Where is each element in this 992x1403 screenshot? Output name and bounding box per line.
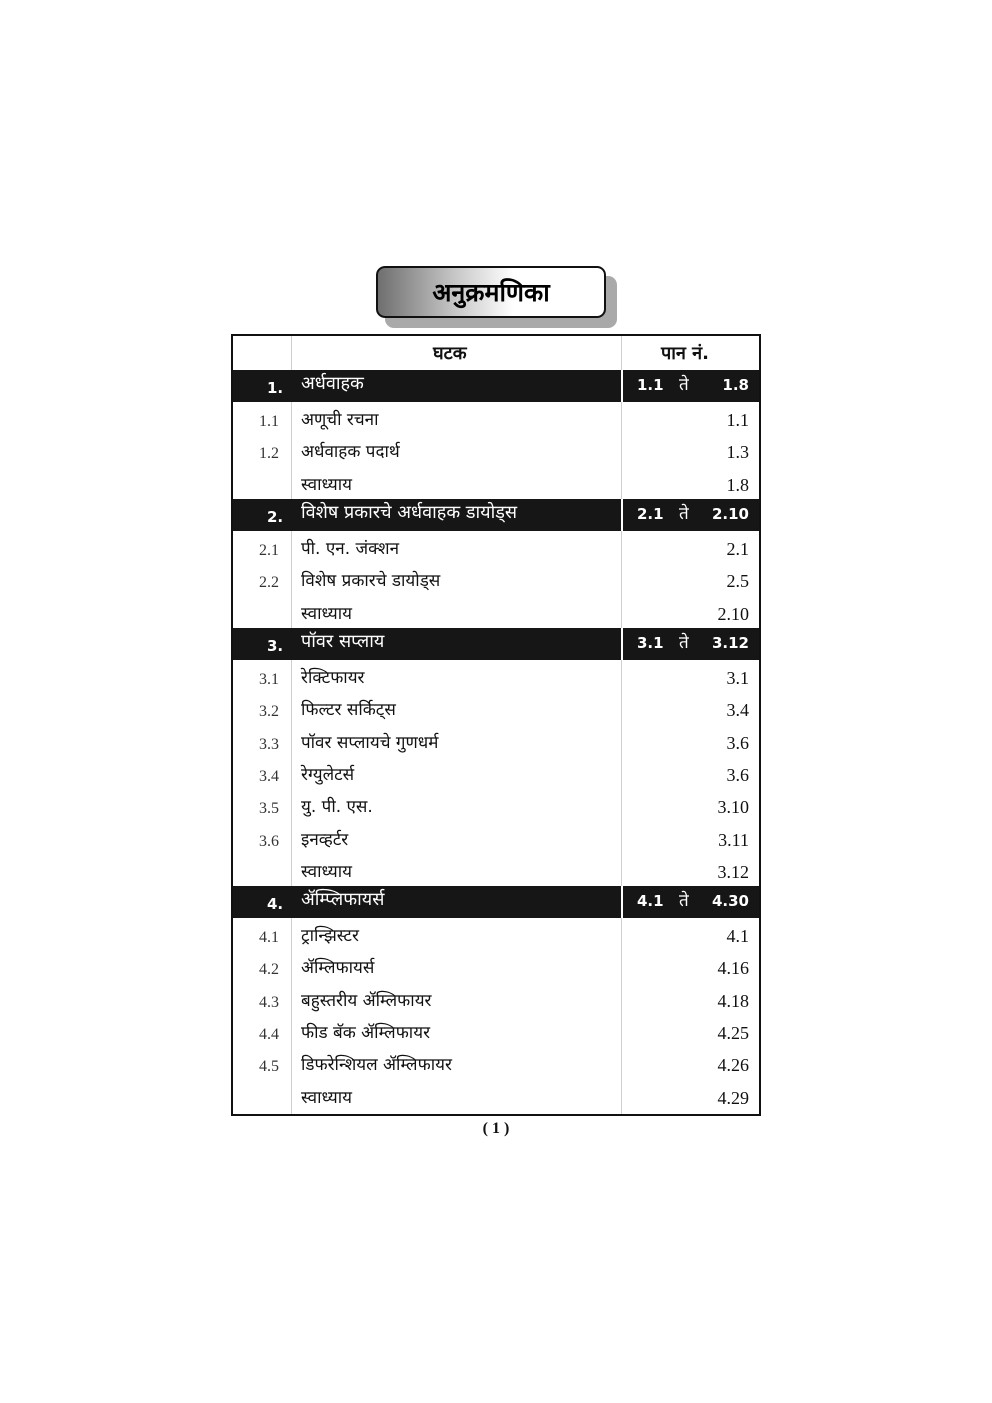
toc-entry[interactable] [233, 823, 759, 855]
entry-page: 4.18 [717, 990, 749, 1011]
toc-entry[interactable] [233, 693, 759, 725]
toc-entry[interactable] [233, 758, 759, 790]
page-number: ( 1 ) [482, 1120, 510, 1137]
entry-title: अर्धवाहक पदार्थ [301, 442, 400, 463]
entry-title: पॉवर सप्लायचे गुणधर्म [301, 732, 439, 753]
entry-number: 1.2 [259, 445, 279, 463]
toc-entry[interactable] [233, 790, 759, 822]
chapter-heading[interactable] [233, 628, 759, 660]
range-end: 3.12 [711, 634, 749, 652]
chapter-number: 1. [267, 379, 284, 397]
toc-table [231, 334, 761, 1116]
entry-number: 3.2 [259, 703, 279, 721]
entry-title: ट्रान्झिस्टर [301, 926, 359, 946]
entry-title: यु. पी. एस. [301, 797, 373, 818]
entry-title: इनव्हर्टर [301, 829, 349, 850]
header-unit: घटक [433, 343, 467, 364]
entry-number: 4.5 [259, 1058, 279, 1076]
entry-page: 3.4 [726, 700, 749, 721]
toc-entry[interactable] [233, 564, 759, 596]
entry-page: 4.16 [717, 958, 749, 979]
entry-title: अणूची रचना [301, 410, 379, 430]
entry-title: विशेष प्रकारचे डायोड्स [301, 571, 441, 592]
entry-page: 4.1 [726, 926, 749, 946]
toc-entry[interactable] [233, 468, 759, 500]
entry-page: 3.11 [718, 829, 749, 850]
entry-number: 2.2 [259, 574, 279, 592]
toc-entry[interactable] [233, 1048, 759, 1080]
chapter-heading[interactable] [233, 370, 759, 402]
chapter-page-range [621, 886, 759, 918]
entry-number: 3.6 [259, 832, 279, 850]
range-start: 2.1 [637, 505, 664, 523]
entry-page: 3.12 [717, 861, 749, 882]
chapter-title: ॲम्प्लिफायर्स [301, 889, 385, 910]
chapter-heading[interactable] [233, 886, 759, 918]
toc-entry[interactable] [233, 403, 759, 435]
entry-number: 2.1 [259, 542, 279, 559]
chapter-title: विशेष प्रकारचे अर्धवाहक डायोड्स [301, 502, 518, 523]
toc-entry[interactable] [233, 919, 759, 951]
entry-page: 3.10 [717, 797, 749, 818]
chapter-page-range [621, 499, 759, 531]
chapter-number: 4. [267, 895, 284, 913]
chapter-heading[interactable] [233, 499, 759, 531]
toc-entry[interactable] [233, 661, 759, 693]
entry-number: 4.1 [259, 929, 279, 946]
toc-entry[interactable] [233, 435, 759, 467]
range-end: 4.30 [711, 892, 749, 910]
entry-page: 1.8 [726, 474, 749, 495]
chapter-title: अर्धवाहक [301, 373, 364, 394]
entry-page: 4.26 [717, 1055, 749, 1076]
toc-entry[interactable] [233, 984, 759, 1016]
entry-page: 3.6 [726, 732, 749, 753]
toc-entry[interactable] [233, 726, 759, 758]
entry-page: 2.5 [726, 571, 749, 592]
entry-title: बहुस्तरीय ॲम्लिफायर [301, 990, 432, 1011]
entry-title: स्वाध्याय [301, 1087, 352, 1108]
entry-page: 1.1 [726, 410, 749, 430]
header-page: पान नं. [661, 343, 709, 364]
entry-title: स्वाध्याय [301, 861, 352, 882]
range-separator: ते [679, 375, 689, 395]
chapter-number: 3. [267, 637, 284, 655]
toc-entry[interactable] [233, 1016, 759, 1048]
range-start: 3.1 [637, 634, 664, 652]
chapter-title: पॉवर सप्लाय [301, 631, 385, 652]
entry-number: 3.1 [259, 671, 279, 688]
entry-title: रेग्युलेटर्स [301, 764, 355, 785]
toc-entry[interactable] [233, 597, 759, 629]
page-title: अनुक्रमणिका [432, 278, 550, 307]
range-end: 2.10 [711, 505, 749, 523]
entry-number: 3.5 [259, 800, 279, 818]
entry-number: 4.3 [259, 993, 279, 1011]
entry-number: 3.4 [259, 767, 279, 785]
entry-page: 3.1 [726, 668, 749, 688]
entry-page: 2.10 [717, 603, 749, 624]
toc-entry[interactable] [233, 1081, 759, 1113]
entry-title: ॲम्लिफायर्स [301, 958, 375, 979]
chapter-page-range [621, 370, 759, 402]
toc-entry[interactable] [233, 532, 759, 564]
entry-page: 4.25 [717, 1022, 749, 1043]
entry-title: फिल्टर सर्किट्स [301, 700, 396, 721]
range-separator: ते [679, 633, 689, 653]
entry-page: 1.3 [726, 442, 749, 463]
entry-title: स्वाध्याय [301, 474, 352, 495]
range-separator: ते [679, 891, 689, 911]
toc-entry[interactable] [233, 951, 759, 983]
entry-title: फीड बॅक ॲम्लिफायर [301, 1022, 431, 1043]
range-separator: ते [679, 504, 689, 524]
entry-title: रेक्टिफायर [301, 668, 365, 688]
entry-title: स्वाध्याय [301, 603, 352, 624]
entry-number: 1.1 [259, 413, 279, 430]
entry-title: डिफरेन्शियल ॲम्लिफायर [301, 1055, 452, 1076]
chapter-number: 2. [267, 508, 284, 526]
entry-title: पी. एन. जंक्शन [301, 539, 400, 559]
toc-entry[interactable] [233, 855, 759, 887]
chapter-page-range [621, 628, 759, 660]
entry-number: 4.2 [259, 961, 279, 979]
entry-page: 4.29 [717, 1087, 749, 1108]
entry-page: 3.6 [726, 764, 749, 785]
range-start: 4.1 [637, 892, 664, 910]
entry-number: 3.3 [259, 735, 279, 753]
range-start: 1.1 [637, 376, 664, 394]
range-end: 1.8 [722, 376, 749, 394]
entry-page: 2.1 [726, 539, 749, 559]
entry-number: 4.4 [259, 1025, 279, 1043]
title-box [376, 266, 606, 318]
